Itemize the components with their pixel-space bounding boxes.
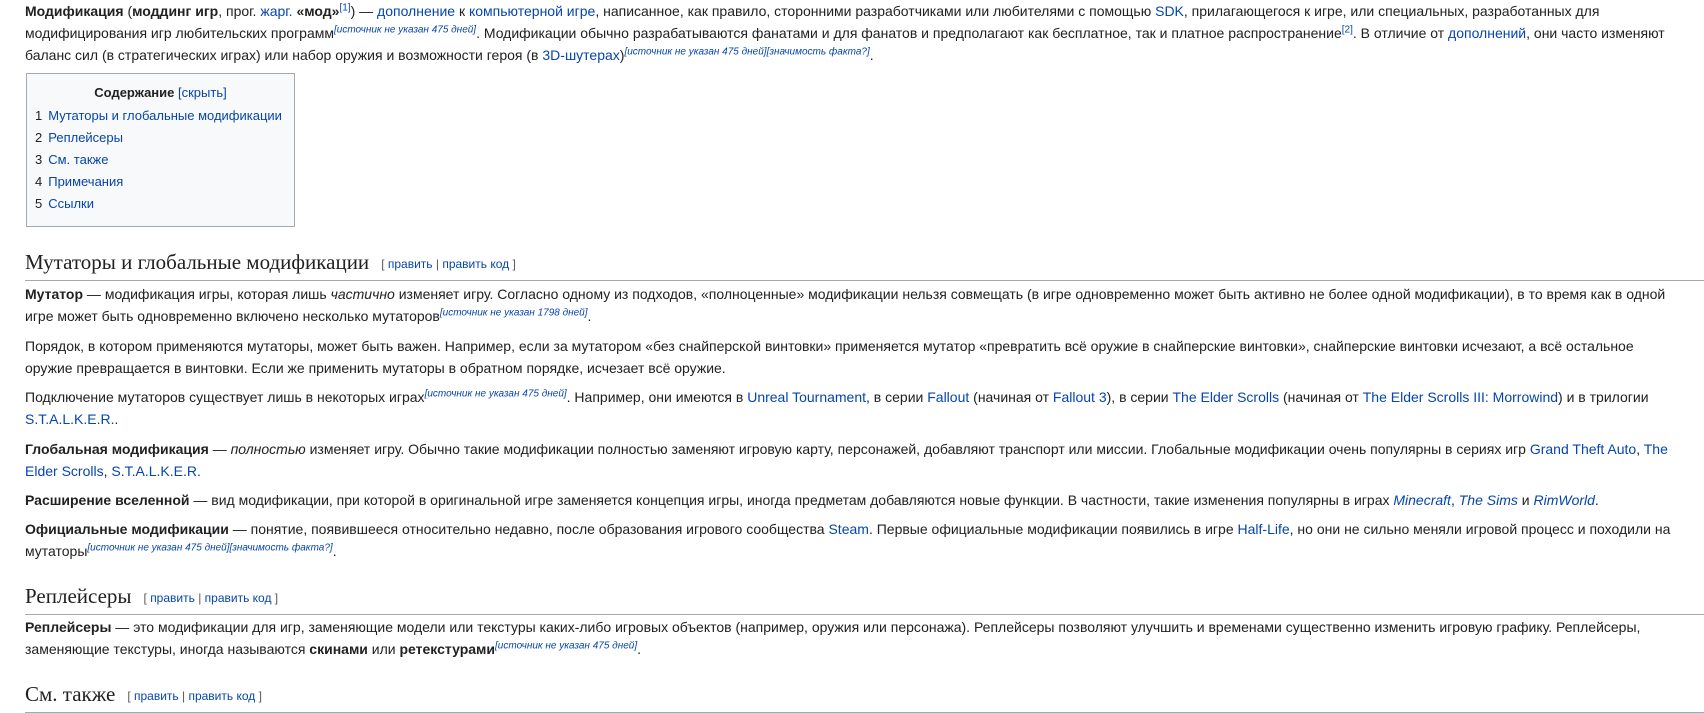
citation-needed-link[interactable]: [источник не указан 475 дней] (495, 640, 638, 652)
sdk-link[interactable]: SDK (1155, 3, 1184, 19)
section-heading-see-also: См. также [ править | править код ] (25, 680, 1704, 713)
citation-needed-link[interactable]: [источник не указан 1798 дней] (439, 307, 588, 319)
toc-header (27, 84, 294, 102)
steam-link[interactable]: Steam (828, 521, 869, 537)
gta-link[interactable]: Grand Theft Auto (1529, 441, 1637, 457)
universe-expansion-paragraph: Расширение вселенной — вид модификации, при которой в оригинальной игре заменяется концепция игры, иногда предметам добавляются новые функции. В частности, такие изменения популярны в играх Minecraft, The Sims и RimWorld. (25, 492, 1599, 508)
citation-needed-link[interactable]: [источник не указан 475 дней] (424, 388, 567, 400)
jarg-link[interactable]: жарг. (260, 3, 293, 19)
ref-2-link[interactable]: [2] (1341, 24, 1353, 36)
ref-1-link[interactable]: [1] (339, 2, 351, 14)
citation-needed-link[interactable]: [источник не указан 475 дней] (334, 24, 477, 36)
citation-needed-link[interactable]: [источник не указан 475 дней] (87, 542, 230, 554)
edit-code-link[interactable]: править код (188, 689, 256, 704)
elder-scrolls-link[interactable]: The Elder Scrolls (1172, 389, 1280, 405)
edit-section: [ править | править код ] (381, 257, 516, 272)
mod-term: «мод» (296, 3, 340, 19)
dlc-link[interactable]: дополнений (1448, 25, 1527, 41)
minecraft-link[interactable]: Minecraft (1393, 492, 1451, 508)
edit-link[interactable]: править (150, 591, 195, 606)
toc-item[interactable]: 5 Ссылки (35, 196, 95, 211)
toc-item[interactable]: 3 См. также (35, 152, 109, 167)
edit-code-link[interactable]: править код (204, 591, 272, 606)
citation-needed-link[interactable]: [источник не указан 475 дней] (624, 46, 767, 58)
toc-item[interactable]: 1 Мутаторы и глобальные модификации (35, 108, 282, 123)
notability-link[interactable]: [значимость факта?] (229, 542, 333, 554)
intro-term: Модификация (25, 3, 124, 19)
toc-list (35, 107, 282, 217)
unreal-tournament-link[interactable]: Unreal Tournament (747, 389, 867, 405)
edit-section: [ править | править код ] (127, 689, 262, 704)
computer-game-link[interactable]: компьютерной игре (468, 3, 596, 19)
toc-title: Содержание (94, 85, 175, 100)
replacers-paragraph: Реплейсеры — это модификации для игр, заменяющие модели или текстуры каких-либо игровых объектов (например, оружия или персонажа). Реплейсеры позволяют улучшить и временами существенно изменить игровую графику. Реплейсеры, заменяющие текстуры, иногда называются скинами или ретекстурами[источник не указан 475 дней]. (25, 619, 1641, 657)
the-sims-link[interactable]: The Sims (1458, 492, 1518, 508)
toc-item[interactable]: 4 Примечания (35, 174, 124, 189)
mutator-support-paragraph: Подключение мутаторов существует лишь в некоторых играх[источник не указан 475 дней]. Например, они имеются в Unreal Tournament, в серии Fallout (начиная от Fallout 3), в серии The Elder Scrolls (начиная от The Elder Scrolls III: Morrowind) и в трилогии S.T.A.L.K.E.R.. (25, 388, 1649, 427)
intro-term2: моддинг игр (132, 3, 219, 19)
rimworld-link[interactable]: RimWorld (1533, 492, 1595, 508)
official-mods-paragraph: Официальные модификации — понятие, появившееся относительно недавно, после образования игрового сообщества Steam. Первые официальные модификации появились в игре Half-Life, но они не сильно меняли игровой процесс и походили на мутаторы[источник не указан 475 дней][значимость факта?]. (25, 521, 1671, 559)
section-heading-mutators: Мутаторы и глобальные модификации [ править | править код ] (25, 248, 1704, 281)
toc-item[interactable]: 2 Реплейсеры (35, 130, 123, 145)
edit-link[interactable]: править (387, 257, 433, 272)
stalker-link[interactable]: S.T.A.L.K.E.R. (25, 411, 115, 427)
elder-scrolls-link[interactable]: The Elder Scrolls (25, 441, 1668, 479)
mutator-order-paragraph: Порядок, в котором применяются мутаторы, может быть важен. Например, если за мутатором «без снайперской винтовки» применяется мутатор «превратить всё оружие в снайперские винтовки», снайперские винтовки исчезают, а всё остальное оружие превращается в винтовки. Если же применить мутаторы в обратном порядке, исчезает всё оружие. (25, 338, 1634, 376)
shooter-link[interactable]: 3D-шутерах (542, 47, 620, 63)
edit-link[interactable]: править (133, 689, 179, 704)
mutator-paragraph: Мутатор — модификация игры, которая лишь частично изменяет игру. Согласно одному из подходов, «полноценные» модификации нельзя совмещать (в игре одновременно может быть активно не более одной модификации), в то время как в одной игре может быть одновременно включено несколько мутаторов[источник не указан 1798 дней]. (25, 286, 1666, 324)
toc-hide-link[interactable]: [скрыть] (178, 85, 227, 100)
edit-section: [ править | править код ] (143, 591, 279, 606)
global-mod-paragraph: Глобальная модификация — полностью изменяет игру. Обычно такие модификации полностью заменяют игровую карту, персонажей, добавляют транспорт или миссии. Глобальные модификации очень популярны в сериях игр Grand Theft Auto, The Elder Scrolls, S.T.A.L.K.E.R. (25, 441, 1668, 479)
stalker-link[interactable]: S.T.A.L.K.E.R. (111, 463, 201, 479)
edit-code-link[interactable]: править код (442, 257, 510, 272)
notability-link[interactable]: [значимость факта?] (766, 46, 870, 58)
half-life-link[interactable]: Half-Life (1237, 521, 1290, 537)
intro-paragraph: Модификация (моддинг игр, прог. жарг. «мод»[1]) — дополнение к компьютерной игре, написанное, как правило, сторонними разработчиками или любителями с помощью SDK, прилагающегося к игре, или специальных, разработанных для модифицирования игр любительских программ[источник не указан 475 дней]. Модификации обычно разрабатываются фанатами и для фанатов и предполагают как бесплатное, так и платное распространение[2]. В отличие от дополнений, они часто изменяют баланс сил (в стратегических играх) или набор оружия и возможности героя (в 3D-шутерах)[источник не указан 475 дней][значимость факта?]. (25, 2, 1665, 63)
table-of-contents (26, 73, 295, 227)
fallout-link[interactable]: Fallout (927, 389, 970, 405)
section-heading-replacers: Реплейсеры [ править | править код ] (25, 582, 1704, 615)
fallout-3-link[interactable]: Fallout 3 (1052, 389, 1107, 405)
morrowind-link[interactable]: The Elder Scrolls III: Morrowind (1362, 389, 1559, 405)
dopolnenie-link[interactable]: дополнение (377, 3, 456, 19)
